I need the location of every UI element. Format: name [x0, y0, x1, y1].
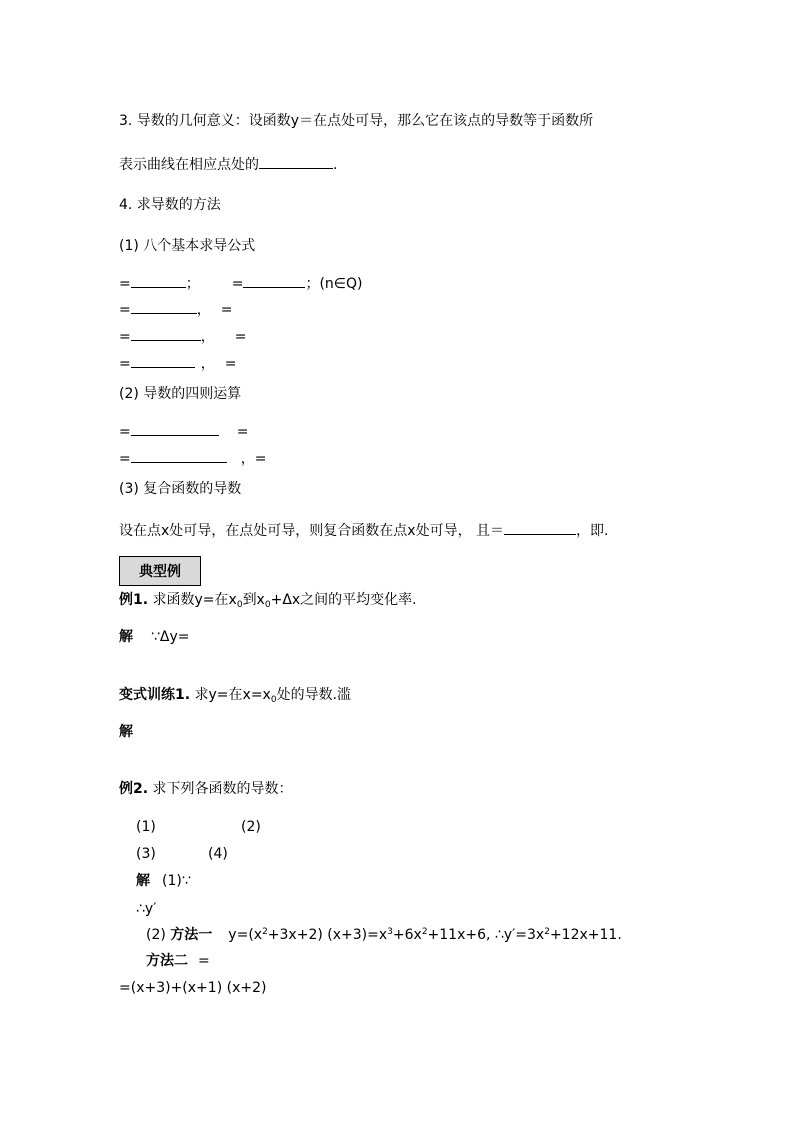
- example1-text: 到x: [242, 592, 265, 608]
- section3-line2-end: .: [333, 157, 338, 173]
- subsection-composite-title: (3) 复合函数的导数: [119, 481, 242, 497]
- method1-text: +6x: [392, 927, 422, 943]
- formula-eq: =: [231, 276, 244, 292]
- subscript: 0: [270, 695, 277, 705]
- formula-sep: ；: [185, 276, 200, 292]
- variant1-text: 求y=在x=x: [194, 687, 271, 703]
- method1-text: +11x+6, ∴y′=3x: [427, 927, 545, 943]
- example2-line: [119, 780, 293, 798]
- formula-eq: =: [119, 329, 131, 345]
- example1-line: [119, 591, 417, 609]
- solution-text: (1)∵: [162, 873, 191, 889]
- blank: [131, 275, 186, 288]
- formula-eq: =: [220, 302, 233, 318]
- section3-line1-text: 3. 导数的几何意义：设函数y＝在点处可导，那么它在该点的导数等于函数所: [119, 113, 594, 129]
- subsection-basic-formulas-title: (1) 八个基本求导公式: [119, 238, 256, 254]
- example2-item-2: (2): [241, 819, 261, 835]
- formula-row-2: [119, 301, 232, 319]
- method1-text: +3x+2) (x+3)=x: [267, 927, 388, 943]
- composite-end: ，即.: [576, 523, 609, 539]
- method2-line: [146, 952, 210, 970]
- method2-text: =: [198, 953, 210, 969]
- formula-sep: ，: [200, 356, 215, 372]
- example2-solution: [136, 872, 191, 890]
- example1-text: 求函数y=在x: [152, 592, 237, 608]
- example2-item-4: (4): [208, 846, 228, 862]
- section3-line1: [119, 112, 593, 130]
- example1-label: 例1.: [119, 592, 149, 608]
- section3-line2-text: 表示曲线在相应点处的: [119, 157, 259, 173]
- formula-sep: ，: [196, 302, 211, 318]
- solution-label: 解: [119, 724, 133, 740]
- variant1-line: [119, 686, 351, 704]
- section4-title: 4. 求导数的方法: [119, 197, 221, 213]
- variant1-solution: [119, 723, 133, 741]
- formula-eq: =: [224, 356, 237, 372]
- method-number: (2): [146, 927, 166, 943]
- subsection-arithmetic-rules-title: (2) 导数的四则运算: [119, 386, 242, 402]
- subscript: 0: [264, 600, 271, 610]
- formula-row-4: [119, 355, 236, 373]
- example1-text: +Δx之间的平均变化率.: [270, 592, 417, 608]
- method2-label: 方法二: [146, 953, 188, 969]
- subscript: 0: [236, 600, 243, 610]
- example2-label: 例2.: [119, 781, 149, 797]
- blank-geometric-meaning: [259, 156, 333, 169]
- superscript: 3: [387, 927, 393, 937]
- example2-item-3: (3): [136, 846, 156, 862]
- formula-row-3: [119, 328, 246, 346]
- composite-line: [119, 522, 608, 540]
- formula-eq: ，=: [240, 451, 267, 467]
- superscript: 2: [421, 927, 428, 937]
- section3-line2: [119, 156, 337, 174]
- formula-eq: =: [119, 276, 131, 292]
- blank: [243, 275, 305, 288]
- method1-text: +12x+11.: [549, 927, 622, 943]
- method1-label: 方法一: [170, 927, 213, 943]
- rule-row-2: [119, 450, 266, 468]
- rule-row-1: [119, 423, 248, 441]
- formula-eq: =: [234, 329, 247, 345]
- method1-text: y=(x: [228, 927, 263, 943]
- example2-item-1: (1): [136, 819, 156, 835]
- last-formula-line: =(x+3)+(x+1) (x+2): [119, 980, 267, 996]
- typical-examples-heading-text: 典型例: [139, 564, 181, 580]
- formula-eq: =: [119, 302, 131, 318]
- variant1-text: 处的导数.滥: [276, 687, 352, 703]
- formula-eq: =: [236, 424, 249, 440]
- blank: [504, 522, 576, 535]
- blank: [131, 423, 219, 436]
- blank: [131, 328, 201, 341]
- formula-condition: ；(n∈Q): [305, 276, 363, 292]
- solution-label: 解: [136, 873, 150, 889]
- formula-eq: =: [119, 451, 131, 467]
- blank: [131, 301, 197, 314]
- superscript: 2: [262, 927, 268, 937]
- composite-text: 设在点x处可导，在点处可导，则复合函数在点x处可导， 且＝: [119, 523, 505, 539]
- example2-text: 求下列各函数的导数：: [152, 781, 293, 797]
- typical-examples-heading: [119, 556, 201, 586]
- superscript: 2: [544, 927, 550, 937]
- solution-text: ∵Δy=: [151, 629, 190, 645]
- formula-eq: =: [119, 356, 131, 372]
- method1-line: [146, 926, 622, 944]
- example1-solution: [119, 628, 190, 646]
- blank: [131, 450, 227, 463]
- formula-sep: ，: [200, 329, 215, 345]
- variant1-label: 变式训练1.: [119, 687, 191, 703]
- formula-row-1: [119, 275, 362, 293]
- formula-eq: =: [119, 424, 131, 440]
- therefore-line: ∴y′: [136, 901, 157, 917]
- solution-label: 解: [119, 629, 133, 645]
- blank: [131, 355, 195, 368]
